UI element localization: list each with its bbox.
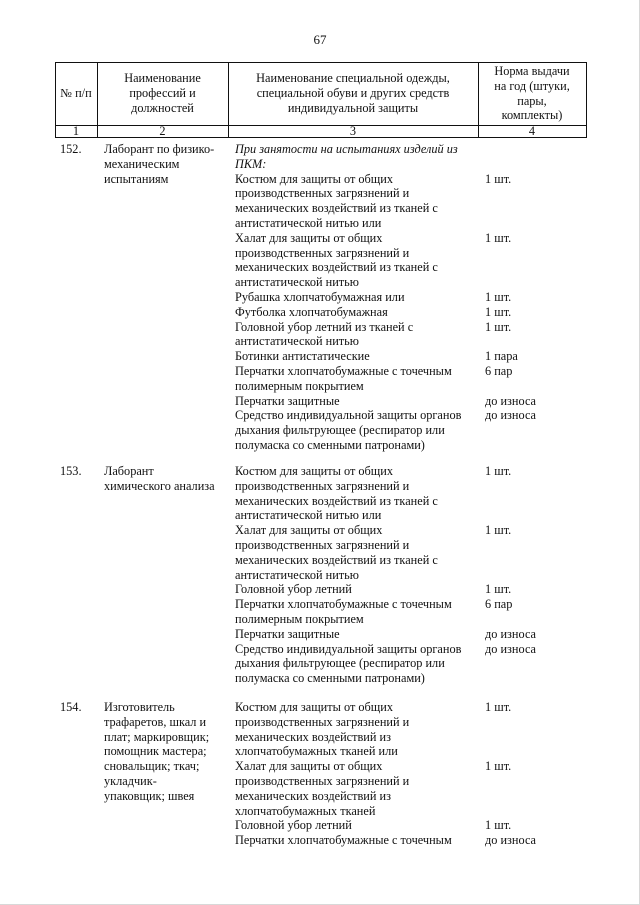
header-items-line: индивидуальной защиты <box>287 100 419 115</box>
norm-value: 6 пар <box>485 597 513 612</box>
item-line: Халат для защиты от общих <box>235 523 383 538</box>
column-number-3: 3 <box>349 124 357 138</box>
item-line: антистатической нитью <box>235 334 359 349</box>
item-line: хлопчатобумажных тканей <box>235 803 376 818</box>
item-line: полумаска со сменными патронами) <box>235 438 425 452</box>
column-number-1: 1 <box>72 124 80 138</box>
item-line: антистатической нитью или <box>235 216 382 230</box>
item-line: Футболка хлопчатобумажная <box>235 304 388 319</box>
norm-value: 1 шт. <box>485 304 512 319</box>
row-number: 153. <box>60 464 82 478</box>
norm-value: 1 шт. <box>485 759 512 774</box>
header-norm-line: Норма выдачи <box>494 64 570 78</box>
column-number-2: 2 <box>159 124 166 138</box>
item-line: Перчатки хлопчатобумажные с точечным <box>235 597 452 612</box>
item-line: полимерным покрытием <box>235 378 364 393</box>
norm-value: 1 пара <box>485 349 518 364</box>
norm-value: 1 шт. <box>485 230 512 245</box>
profession-line: плат; маркировщик; <box>104 729 210 744</box>
profession-line: трафаретов, шкал и <box>104 714 207 729</box>
header-num-line: № п/п <box>60 86 92 100</box>
item-line: производственных загрязнений и <box>235 245 410 260</box>
profession-line: сновальщик; ткач; <box>104 759 200 774</box>
column-number-4: 4 <box>528 124 536 138</box>
norm-value: до износа <box>485 408 537 423</box>
header-column-divider <box>586 62 587 138</box>
header-profession-line: профессий и <box>129 85 196 100</box>
item-line: Халат для защиты от общих <box>235 230 383 245</box>
profession-line: Лаборант по физико- <box>104 142 215 156</box>
row-number: 154. <box>60 700 82 714</box>
item-line: Перчатки хлопчатобумажные с точечным <box>235 364 452 378</box>
item-line: Костюм для защиты от общих <box>235 700 393 714</box>
norm-value: 1 шт. <box>485 464 512 478</box>
page-number: 67 <box>313 32 327 47</box>
profession-line: помощник мастера; <box>104 744 207 759</box>
norm-value: 1 шт. <box>485 582 512 597</box>
header-norm <box>478 64 586 123</box>
norm-value: 1 шт. <box>485 523 512 538</box>
item-line: Перчатки защитные <box>235 626 340 641</box>
item-line: Головной убор летний из тканей с <box>235 319 414 334</box>
header-items-line: Наименование специальной одежды, <box>256 71 450 85</box>
norm-value: до износа <box>485 641 537 656</box>
item-line: производственных загрязнений и <box>235 538 410 552</box>
item-line: механических воздействий из тканей с <box>235 260 438 275</box>
header-norm-line: комплекты) <box>501 108 563 123</box>
header-items <box>228 71 478 115</box>
item-line: полумаска со сменными патронами) <box>235 671 425 686</box>
header-profession <box>97 71 228 115</box>
profession-line: упаковщик; швея <box>104 788 195 803</box>
norm-value: до износа <box>485 393 537 408</box>
item-line: Головной убор летний <box>235 818 352 833</box>
item-line: механических воздействий из тканей с <box>235 201 438 216</box>
header-norm-line: на год (штуки, <box>494 78 570 93</box>
item-line: хлопчатобумажных тканей или <box>235 744 398 759</box>
profession-line: укладчик- <box>104 774 157 788</box>
item-line: Костюм для защиты от общих <box>235 171 393 186</box>
norm-value: до износа <box>485 626 537 641</box>
item-line: полимерным покрытием <box>235 612 364 626</box>
item-line: Перчатки хлопчатобумажные с точечным <box>235 833 452 848</box>
norm-value: 1 шт. <box>485 319 512 334</box>
item-line: Головной убор летний <box>235 582 352 597</box>
item-line: Костюм для защиты от общих <box>235 464 393 478</box>
item-line: Перчатки защитные <box>235 393 340 408</box>
profession-line: механическим <box>104 156 180 171</box>
item-line: Средство индивидуальной защиты органов <box>235 408 462 423</box>
header-profession-line: Наименование <box>124 71 201 85</box>
item-line: антистатической нитью или <box>235 508 382 523</box>
table-top-border <box>55 62 587 63</box>
profession-line: испытаниям <box>104 171 169 186</box>
item-line: Средство индивидуальной защиты органов <box>235 641 462 656</box>
header-num <box>55 86 97 101</box>
header-profession-line: должностей <box>131 100 194 115</box>
item-line: дыхания фильтрующее (респиратор или <box>235 656 445 671</box>
item-line: механических воздействий из <box>235 729 391 744</box>
norm-value: до износа <box>485 833 537 848</box>
norm-value: 1 шт. <box>485 818 512 833</box>
profession-line: Лаборант <box>104 464 154 478</box>
norm-value: 1 шт. <box>485 700 512 714</box>
norm-value: 1 шт. <box>485 290 512 304</box>
item-line: антистатической нитью <box>235 275 359 290</box>
header-norm-line: пары, <box>517 93 547 108</box>
profession-line: химического анализа <box>104 478 215 493</box>
norm-value: 6 пар <box>485 364 513 378</box>
norm-value: 1 шт. <box>485 171 512 186</box>
item-line: производственных загрязнений и <box>235 478 410 493</box>
item-line: ПКМ: <box>235 156 267 171</box>
item-line: Халат для защиты от общих <box>235 759 383 774</box>
item-line: механических воздействий из тканей с <box>235 493 438 508</box>
profession-line: Изготовитель <box>104 700 175 714</box>
row-number: 152. <box>60 142 82 156</box>
item-line: При занятости на испытаниях изделий из <box>235 142 458 156</box>
item-line: антистатической нитью <box>235 567 359 582</box>
item-line: Рубашка хлопчатобумажная или <box>235 290 405 304</box>
item-line: производственных загрязнений и <box>235 186 410 201</box>
header-items-line: специальной обуви и других средств <box>256 85 450 100</box>
item-line: механических воздействий из тканей с <box>235 552 438 567</box>
item-line: дыхания фильтрующее (респиратор или <box>235 423 445 438</box>
item-line: Ботинки антистатические <box>235 349 370 364</box>
item-line: производственных загрязнений и <box>235 774 410 788</box>
item-line: механических воздействий из <box>235 788 391 803</box>
item-line: производственных загрязнений и <box>235 714 410 729</box>
